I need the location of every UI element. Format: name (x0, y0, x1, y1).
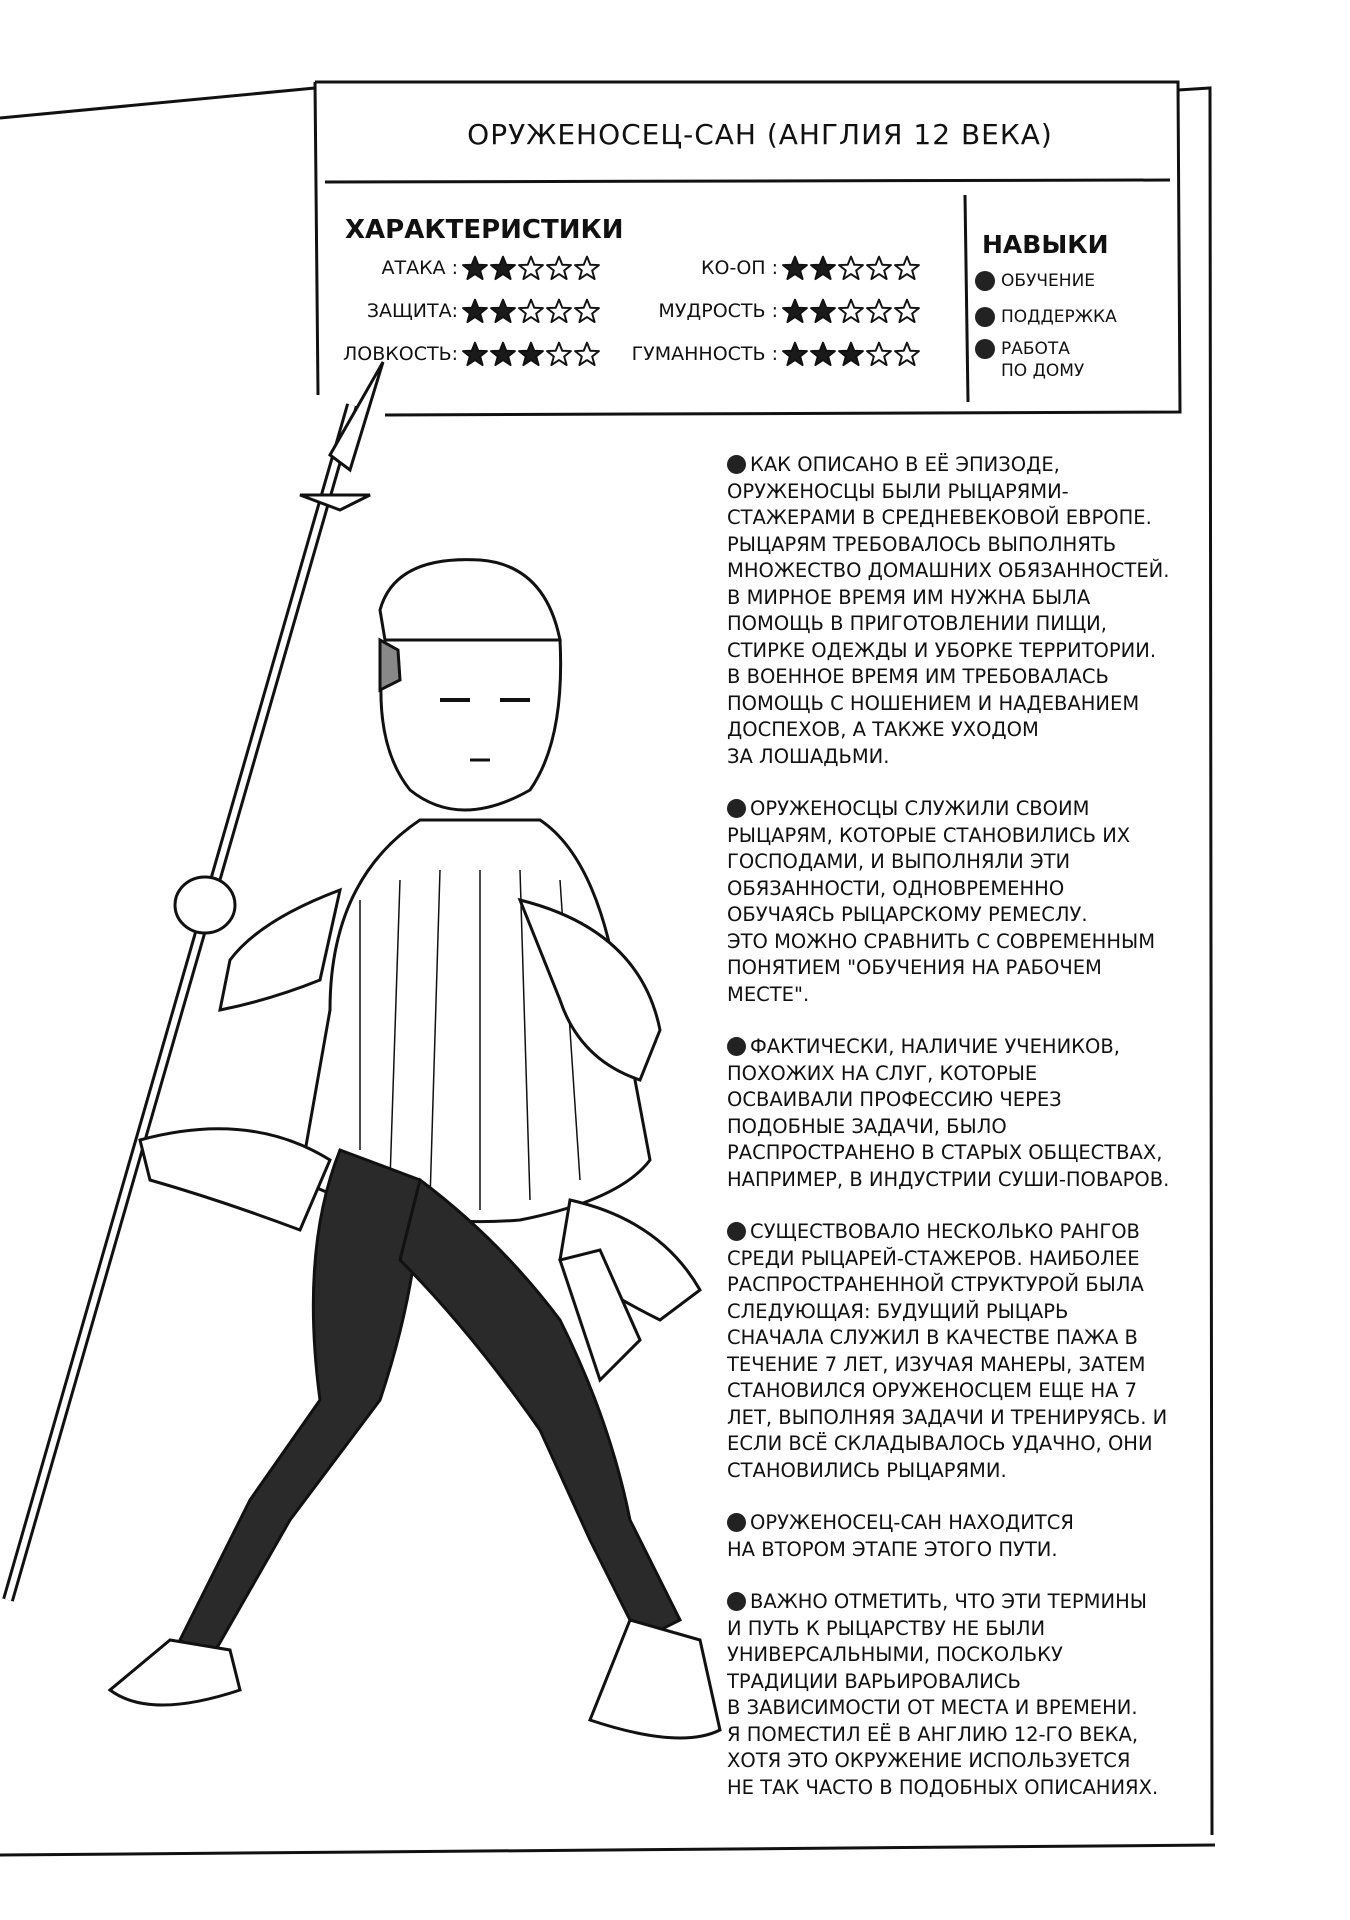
star-empty-icon (574, 255, 600, 281)
stat-humanity (598, 341, 920, 367)
star-empty-icon (866, 298, 892, 324)
star-rating (462, 298, 600, 324)
stat-attack (352, 255, 600, 281)
star-filled-icon (490, 341, 516, 367)
star-filled-icon (462, 341, 488, 367)
bullet-icon (727, 455, 746, 474)
bullet-icon (975, 307, 995, 327)
stat-coop (640, 255, 920, 281)
star-rating (462, 255, 600, 281)
bullet-icon (727, 799, 746, 818)
star-empty-icon (546, 298, 572, 324)
star-filled-icon (518, 341, 544, 367)
note-text: ОРУЖЕНОСЕЦ-САН НАХОДИТСЯ НА ВТОРОМ ЭТАПЕ ЭТОГО ПУТИ. (727, 1511, 1074, 1561)
star-empty-icon (518, 255, 544, 281)
skill-label: РАБОТА ПО ДОМУ (1001, 339, 1085, 381)
skills-heading: НАВЫКИ (982, 230, 1109, 259)
note-text: ОРУЖЕНОСЦЫ СЛУЖИЛИ СВОИМ РЫЦАРЯМ, КОТОРЫЕ СТАНОВИЛИСЬ ИХ ГОСПОДАМИ, И ВЫПОЛНЯЛИ ЭТИ ОБЯЗАННОСТИ, ОДНОВРЕМЕННО ОБУЧАЯСЬ РЫЦАРСКОМУ РЕМЕСЛУ. ЭТО МОЖНО СРАВНИТЬ С СОВРЕМЕННЫМ ПОНЯТИЕМ "ОБУЧЕНИЯ НА РАБОЧЕМ МЕСТЕ". (727, 797, 1156, 1006)
note-paragraph (727, 452, 1227, 770)
notes-column (727, 452, 1227, 1827)
stat-wisdom (610, 298, 920, 324)
star-rating (462, 341, 600, 367)
star-empty-icon (866, 341, 892, 367)
stat-label: ЛОВКОСТЬ: (342, 343, 458, 365)
star-filled-icon (810, 298, 836, 324)
star-empty-icon (838, 298, 864, 324)
skill-label: ОБУЧЕНИЕ (1001, 271, 1096, 291)
squire-character-illustration (110, 560, 720, 1738)
note-paragraph (727, 1589, 1227, 1801)
note-text: КАК ОПИСАНО В ЕЁ ЭПИЗОДЕ, ОРУЖЕНОСЦЫ БЫЛИ РЫЦАРЯМИ- СТАЖЕРАМИ В СРЕДНЕВЕКОВОЙ ЕВРОПЕ. РЫЦАРЯМ ТРЕБОВАЛОСЬ ВЫПОЛНЯТЬ МНОЖЕСТВО ДОМАШНИХ ОБЯЗАННОСТЕЙ. В МИРНОЕ ВРЕМЯ ИМ НУЖНА БЫЛА ПОМОЩЬ В ПРИГОТОВЛЕНИИ ПИЩИ, СТИРКЕ ОДЕЖДЫ И УБОРКЕ ТЕРРИТОРИИ. В ВОЕННОЕ ВРЕМЯ ИМ ТРЕБОВАЛАСЬ ПОМОЩЬ С НОШЕНИЕМ И НАДЕВАНИЕМ ДОСПЕХОВ, А ТАКЖЕ УХОДОМ ЗА ЛОШАДЬМИ. (727, 453, 1170, 768)
bullet-icon (727, 1513, 746, 1532)
note-paragraph (727, 796, 1227, 1008)
star-filled-icon (810, 255, 836, 281)
star-rating (782, 255, 920, 281)
note-text: ФАКТИЧЕСКИ, НАЛИЧИЕ УЧЕНИКОВ, ПОХОЖИХ НА СЛУГ, КОТОРЫЕ ОСВАИВАЛИ ПРОФЕССИЮ ЧЕРЕЗ ПОДОБНЫЕ ЗАДАЧИ, БЫЛО РАСПРОСТРАНЕНО В СТАРЫХ ОБЩЕСТВАХ, НАПРИМЕР, В ИНДУСТРИИ СУШИ-ПОВАРОВ. (727, 1035, 1170, 1191)
stat-label: КО-ОП : (701, 257, 778, 279)
stat-agility (322, 341, 600, 367)
header-divider (325, 180, 1170, 182)
star-filled-icon (462, 255, 488, 281)
star-filled-icon (490, 298, 516, 324)
star-empty-icon (894, 255, 920, 281)
skill-label: ПОДДЕРЖКА (1001, 307, 1117, 327)
star-filled-icon (490, 255, 516, 281)
bullet-icon (975, 339, 995, 359)
stats-heading: ХАРАКТЕРИСТИКИ (345, 215, 624, 245)
note-text: ВАЖНО ОТМЕТИТЬ, ЧТО ЭТИ ТЕРМИНЫ И ПУТЬ К РЫЦАРСТВУ НЕ БЫЛИ УНИВЕРСАЛЬНЫМИ, ПОСКОЛЬКУ ТРАДИЦИИ ВАРЬИРОВАЛИСЬ В ЗАВИСИМОСТИ ОТ МЕСТА И ВРЕМЕНИ. Я ПОМЕСТИЛ ЕЁ В АНГЛИЮ 12-ГО ВЕКА, ХОТЯ ЭТО ОКРУЖЕНИЕ ИСПОЛЬЗУЕТСЯ НЕ ТАК ЧАСТО В ПОДОБНЫХ ОПИСАНИЯХ. (727, 1590, 1159, 1799)
skill-item (975, 306, 1117, 328)
skill-item (975, 338, 1084, 382)
bullet-icon (727, 1222, 746, 1241)
stat-label: ГУМАННОСТЬ : (631, 343, 778, 365)
star-empty-icon (574, 341, 600, 367)
star-filled-icon (782, 341, 808, 367)
note-paragraph (727, 1034, 1227, 1193)
star-empty-icon (894, 341, 920, 367)
star-rating (782, 298, 920, 324)
star-empty-icon (838, 255, 864, 281)
star-filled-icon (810, 341, 836, 367)
star-empty-icon (546, 341, 572, 367)
skills-divider (965, 195, 968, 402)
note-text: СУЩЕСТВОВАЛО НЕСКОЛЬКО РАНГОВ СРЕДИ РЫЦАРЕЙ-СТАЖЕРОВ. НАИБОЛЕЕ РАСПРОСТРАНЕННОЙ СТРУКТУРОЙ БЫЛА СЛЕДУЮЩАЯ: БУДУЩИЙ РЫЦАРЬ СНАЧАЛА СЛУЖИЛ В КАЧЕСТВЕ ПАЖА В ТЕЧЕНИЕ 7 ЛЕТ, ИЗУЧАЯ МАНЕРЫ, ЗАТЕМ СТАНОВИЛСЯ ОРУЖЕНОСЦЕМ ЕЩЕ НА 7 ЛЕТ, ВЫПОЛНЯЯ ЗАДАЧИ И ТРЕНИРУЯСЬ. И ЕСЛИ ВСЁ СКЛАДЫВАЛОСЬ УДАЧНО, ОНИ СТАНОВИЛИСЬ РЫЦАРЯМИ. (727, 1220, 1168, 1482)
bullet-icon (975, 271, 995, 291)
star-filled-icon (838, 341, 864, 367)
stat-defense (346, 298, 600, 324)
note-paragraph (727, 1219, 1227, 1484)
star-rating (782, 341, 920, 367)
star-filled-icon (462, 298, 488, 324)
star-empty-icon (546, 255, 572, 281)
star-empty-icon (894, 298, 920, 324)
bullet-icon (727, 1037, 746, 1056)
star-filled-icon (782, 255, 808, 281)
stat-label: АТАКА : (381, 257, 458, 279)
skill-item (975, 270, 1095, 292)
star-empty-icon (574, 298, 600, 324)
star-empty-icon (518, 298, 544, 324)
star-empty-icon (866, 255, 892, 281)
star-filled-icon (782, 298, 808, 324)
page-title: ОРУЖЕНОСЕЦ-САН (АНГЛИЯ 12 ВЕКА) (467, 118, 1053, 151)
stat-label: МУДРОСТЬ : (658, 300, 778, 322)
bullet-icon (727, 1592, 746, 1611)
stat-label: ЗАЩИТА: (366, 300, 458, 322)
note-paragraph (727, 1510, 1227, 1563)
